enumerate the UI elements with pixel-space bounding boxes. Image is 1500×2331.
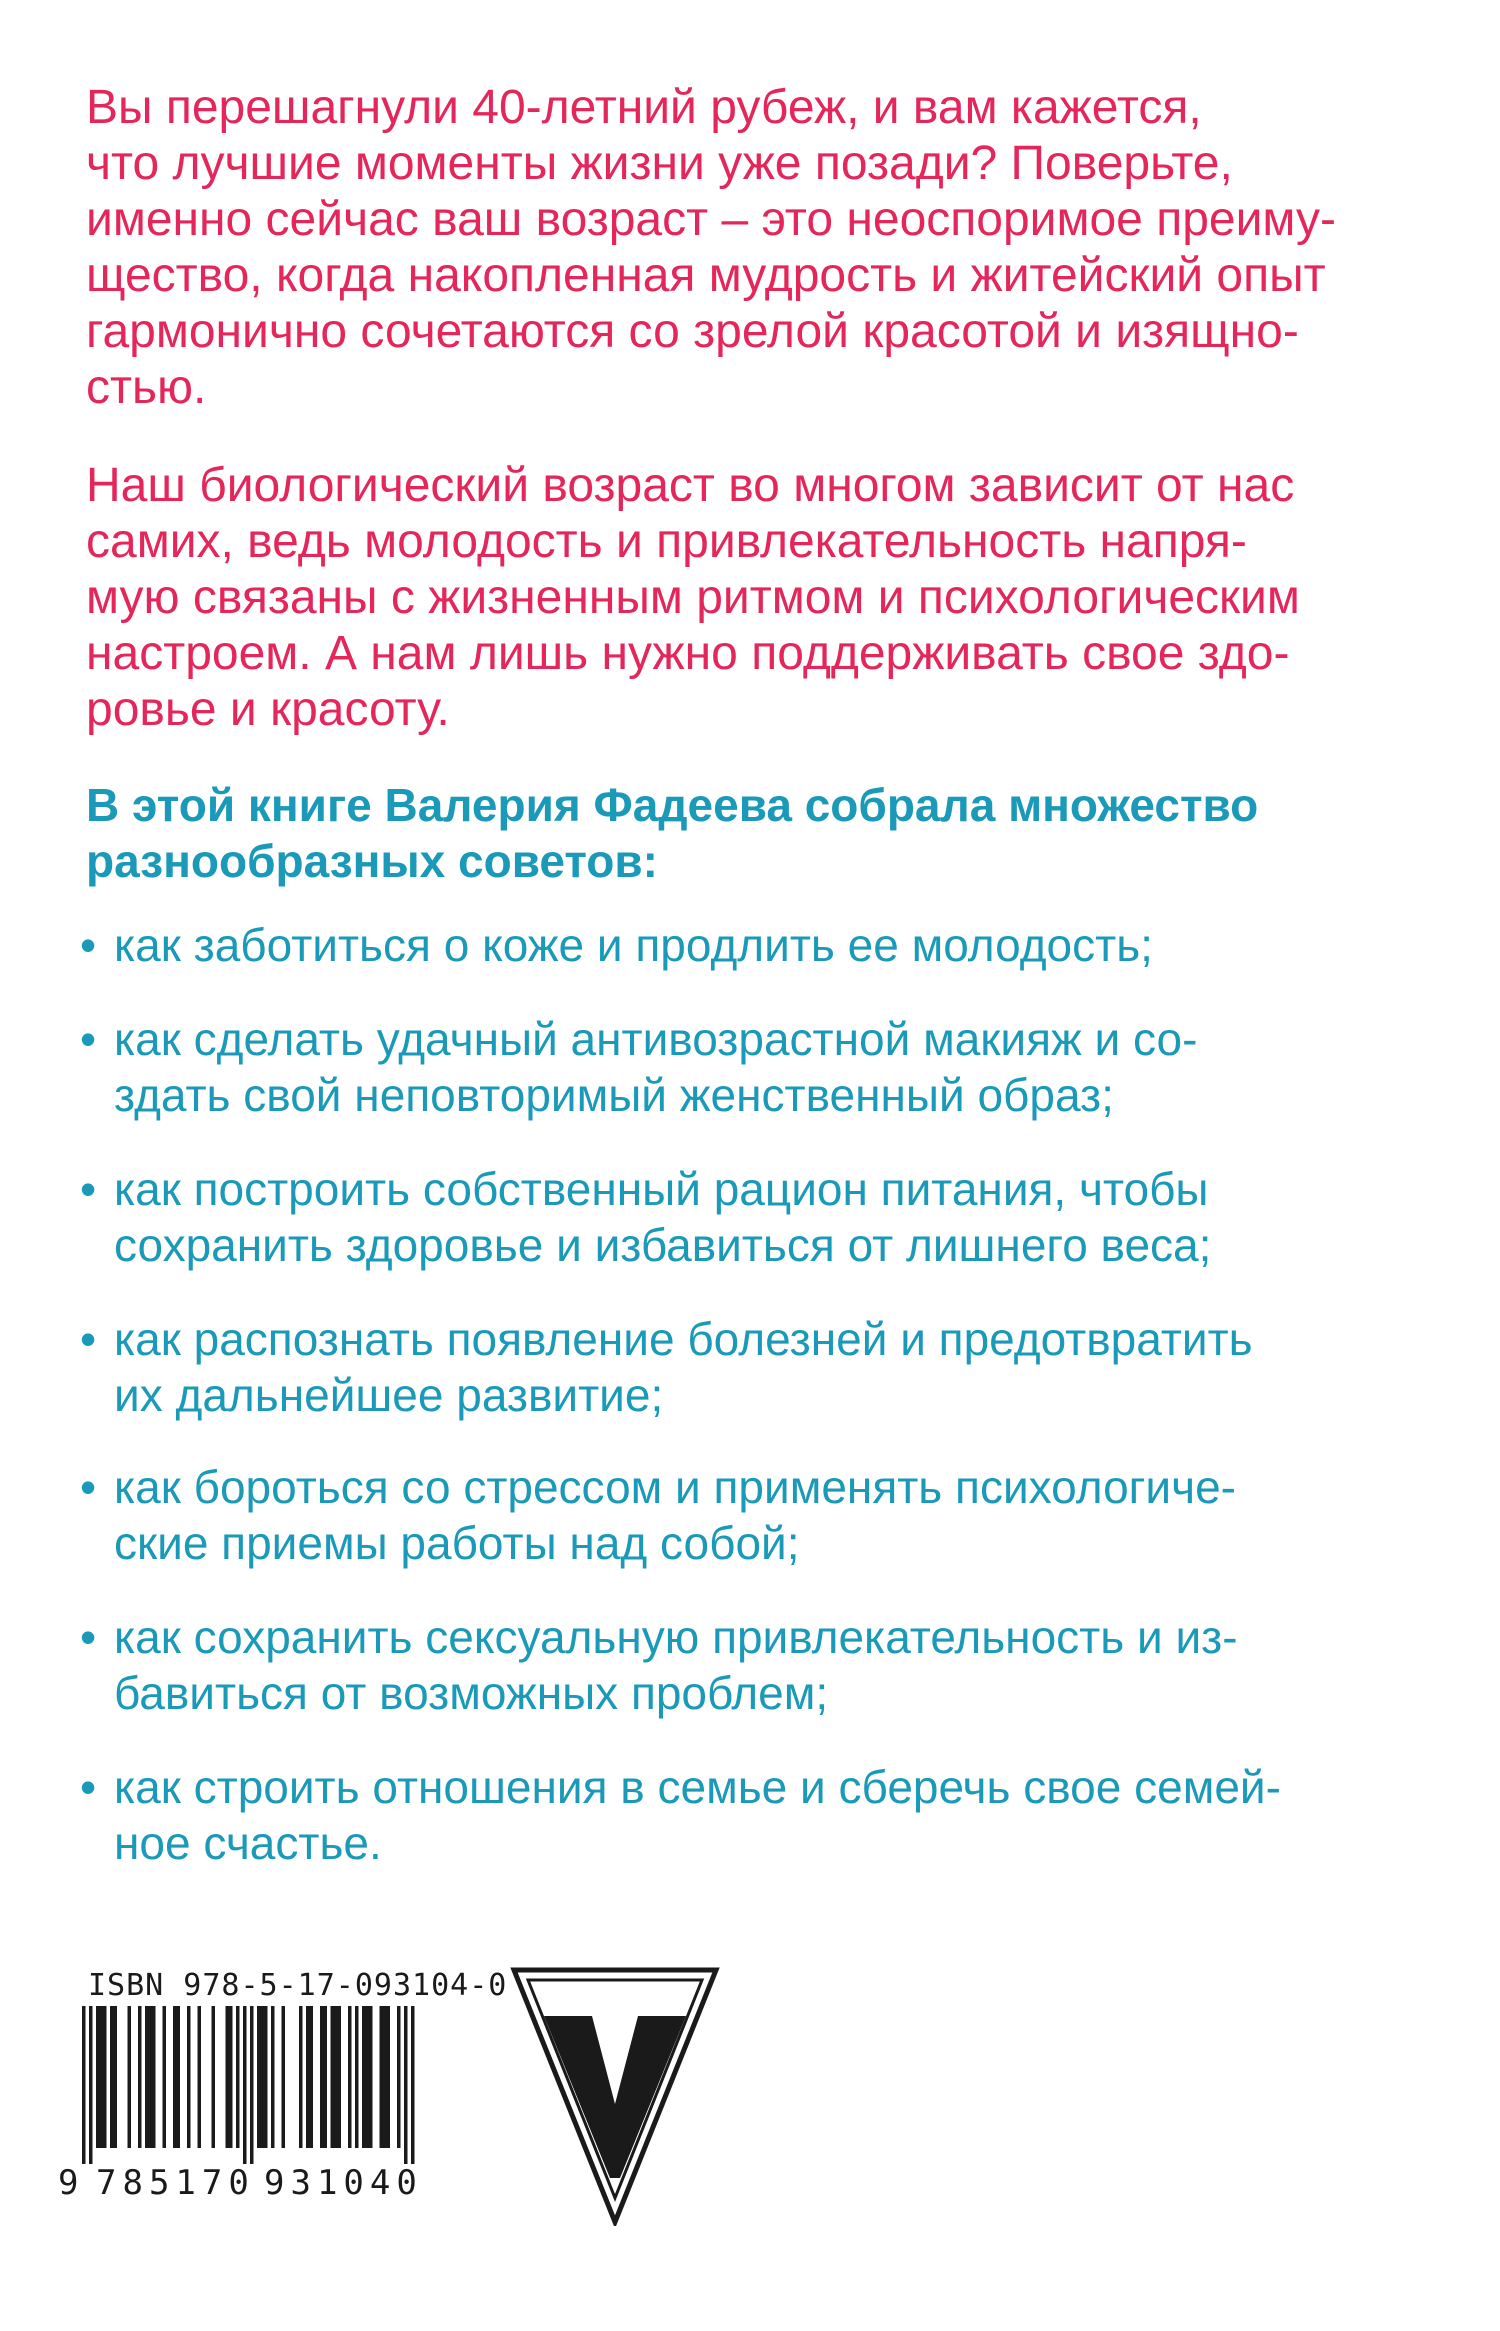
bullet-icon: • — [80, 1313, 97, 1365]
second-line: мую связаны с жизненным ритмом и психологическим — [86, 571, 1300, 624]
intro-line: стью. — [86, 361, 207, 414]
barcode-bar — [306, 2006, 313, 2148]
list-item — [80, 1459, 1420, 1571]
barcode-bar — [320, 2006, 327, 2148]
intro-paragraph — [86, 80, 1416, 416]
second-line: Наш биологический возраст во многом зависит от нас — [86, 459, 1295, 512]
intro-line: гармонично сочетаются со зрелой красотой и изящно- — [86, 305, 1299, 358]
intro-line: Вы перешагнули 40-летний рубеж, и вам кажется, — [86, 81, 1202, 134]
barcode-guard-bar — [250, 2006, 254, 2164]
list-item-line: как распознать появление болезней и предотвратить — [114, 1313, 1253, 1365]
lead-in-line: разнообразных советов: — [86, 835, 658, 887]
barcode-bar — [198, 2006, 202, 2148]
barcode-left-group: 785170 — [96, 2163, 255, 2203]
bullet-icon: • — [80, 1461, 97, 1513]
list-item — [80, 917, 1420, 973]
list-item-line: как строить отношения в семье и сберечь свое семей- — [114, 1761, 1281, 1813]
list-item-line: бавиться от возможных проблем; — [114, 1667, 829, 1719]
barcode-bar — [110, 2006, 117, 2148]
barcode-guard-bar — [82, 2006, 86, 2164]
barcode-bar — [282, 2006, 286, 2148]
barcode-bar — [355, 2006, 359, 2148]
lead-in-line: В этой книге Валерия Фадеева собрала множество — [86, 779, 1259, 831]
triangle-v-logo-icon — [510, 1966, 720, 2226]
barcode-lead-digit: 9 — [58, 2163, 79, 2203]
barcode-bar — [226, 2006, 233, 2148]
second-line: настроем. А нам лишь нужно поддерживать свое здо- — [86, 627, 1290, 680]
second-line: самих, ведь молодость и привлекательность напря- — [86, 515, 1247, 568]
barcode-guard-bar — [404, 2006, 408, 2164]
bullet-icon: • — [80, 1013, 97, 1065]
barcode-bar — [173, 2006, 180, 2148]
barcode-bar — [271, 2006, 275, 2148]
list-item-line: ские приемы работы над собой; — [114, 1517, 800, 1569]
bullet-icon: • — [80, 1761, 97, 1813]
barcode — [60, 2006, 480, 2166]
second-paragraph — [86, 458, 1416, 738]
list-item-line: сохранить здоровье и избавиться от лишнего веса; — [114, 1219, 1212, 1271]
list-item-line: как сохранить сексуальную привлекательность и из- — [114, 1611, 1238, 1663]
list-item-line: их дальнейшее развитие; — [114, 1369, 664, 1421]
barcode-guard-bar — [89, 2006, 93, 2164]
barcode-bar — [96, 2006, 107, 2148]
intro-line: щество, когда накопленная мудрость и житейский опыт — [86, 249, 1326, 302]
barcode-bar — [212, 2006, 216, 2148]
list-item — [80, 1161, 1420, 1273]
barcode-bar — [236, 2006, 240, 2148]
barcode-bar — [128, 2006, 132, 2148]
list-item — [80, 1609, 1420, 1721]
second-line: ровье и красоту. — [86, 683, 450, 736]
barcode-bar — [299, 2006, 303, 2148]
list-item-line: как заботиться о коже и продлить ее молодость; — [114, 919, 1153, 971]
isbn-label: ISBN 978-5-17-093104-0 — [88, 1968, 508, 2003]
bullet-icon: • — [80, 1611, 97, 1663]
lead-in-heading — [86, 777, 1416, 889]
list-item-line: как построить собственный рацион питания, чтобы — [114, 1163, 1209, 1215]
intro-line: что лучшие моменты жизни уже позади? Поверьте, — [86, 137, 1233, 190]
barcode-bar — [145, 2006, 156, 2148]
barcode-bar — [138, 2006, 142, 2148]
list-item-line: как бороться со стрессом и применять психологиче- — [114, 1461, 1236, 1513]
list-item — [80, 1759, 1420, 1871]
barcode-guard-bar — [243, 2006, 247, 2164]
list-item — [80, 1311, 1420, 1423]
barcode-right-group: 931040 — [264, 2163, 423, 2203]
list-item-line: ное счастье. — [114, 1817, 382, 1869]
list-item-line: здать свой неповторимый женственный образ; — [114, 1069, 1114, 1121]
barcode-bar — [163, 2006, 167, 2148]
barcode-bar — [397, 2006, 401, 2148]
barcode-bar — [331, 2006, 342, 2148]
list-item-line: как сделать удачный антивозрастной макияж и со- — [114, 1013, 1198, 1065]
barcode-bar — [348, 2006, 352, 2148]
barcode-bar — [380, 2006, 391, 2148]
bullet-icon: • — [80, 919, 97, 971]
list-item — [80, 1011, 1420, 1123]
intro-line: именно сейчас ваш возраст – это неоспоримое преиму- — [86, 193, 1336, 246]
barcode-bar — [187, 2006, 191, 2148]
barcode-bar — [257, 2006, 268, 2148]
barcode-bar — [362, 2006, 373, 2148]
bullet-icon: • — [80, 1163, 97, 1215]
barcode-guard-bar — [411, 2006, 415, 2164]
